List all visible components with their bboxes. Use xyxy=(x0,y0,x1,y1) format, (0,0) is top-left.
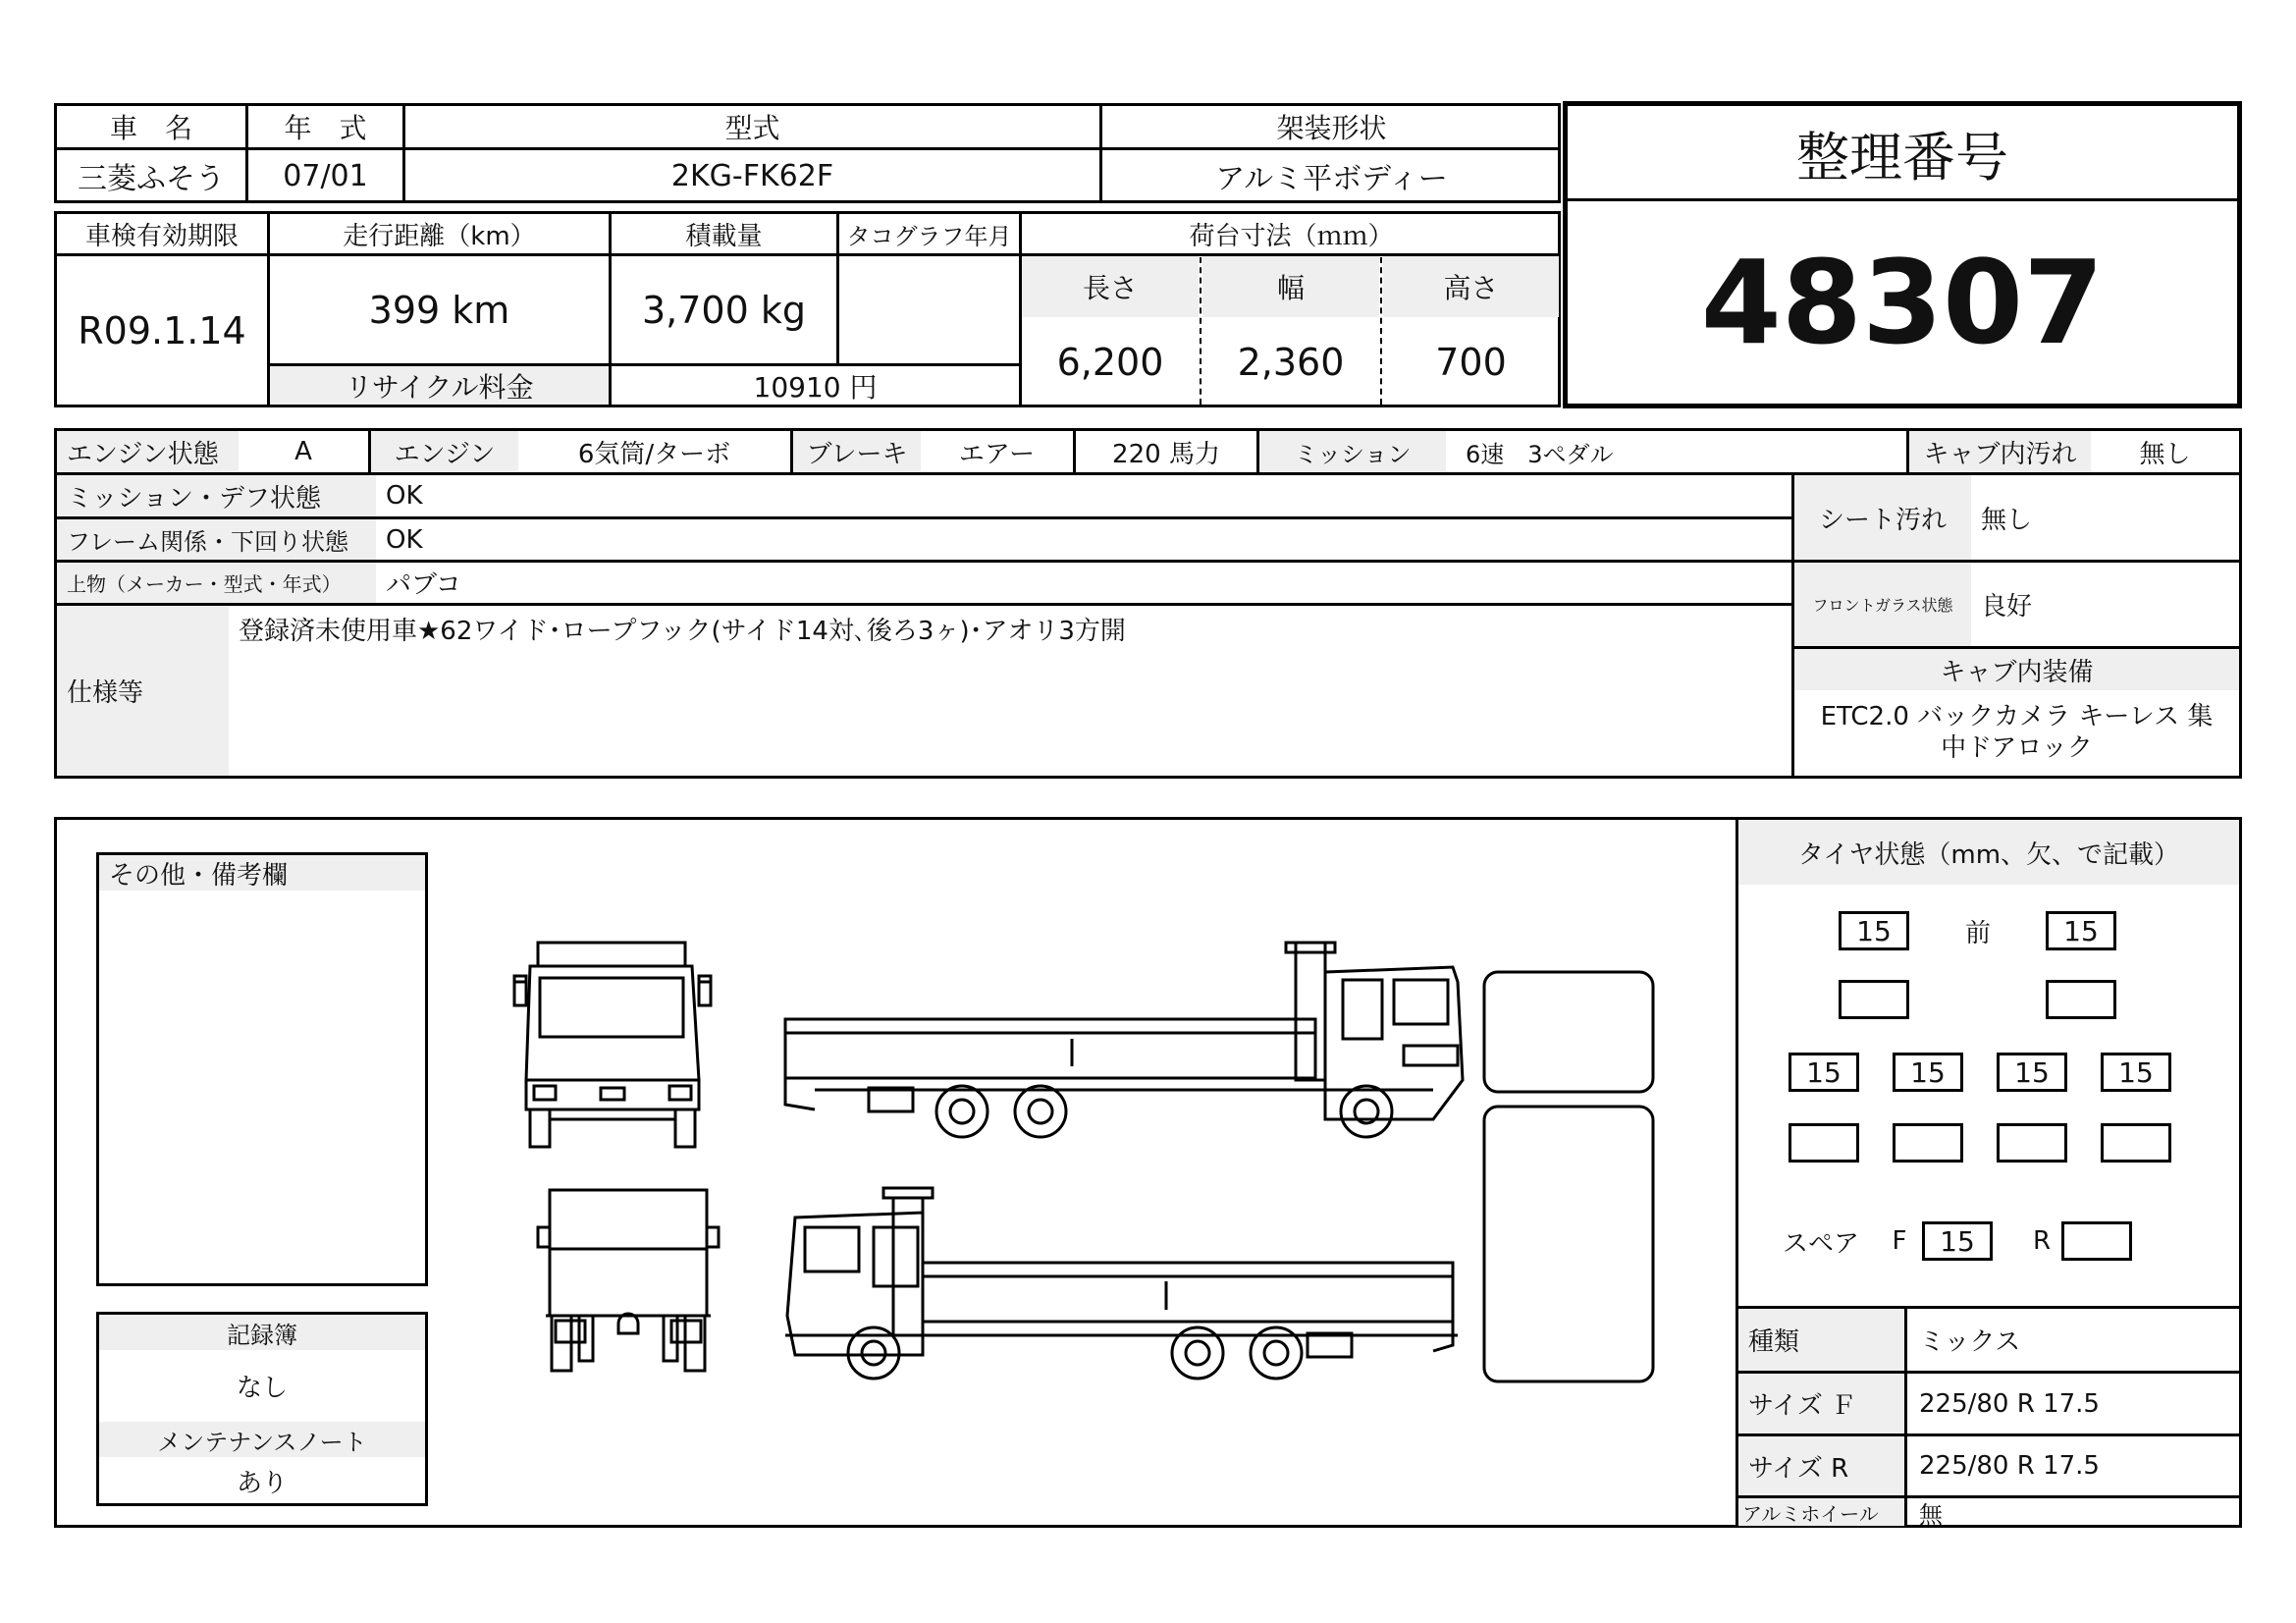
spare-r-value xyxy=(2061,1221,2132,1261)
cab-equipment-line1: ETC2.0 バックカメラ キーレス 集 xyxy=(1820,702,2214,731)
spare-r-label: R xyxy=(2032,1226,2052,1256)
alumi-wheel-label: アルミホイール xyxy=(1738,1498,1904,1526)
windshield-value: 良好 xyxy=(1981,592,2033,622)
body-type-value: アルミ平ボディー xyxy=(1215,162,1448,196)
spare-f-value: 15 xyxy=(1922,1221,1993,1261)
model-label: 型式 xyxy=(724,112,780,144)
alumi-wheel-value: 無 xyxy=(1919,1500,1943,1526)
cab-equipment-value xyxy=(1794,701,2239,776)
cargo-width-value: 2,360 xyxy=(1237,341,1345,384)
truck-side-view-left-icon xyxy=(785,1188,1458,1379)
tire-rear-1-sub xyxy=(1789,1123,1859,1163)
upper-body-value: パブコ xyxy=(386,570,461,600)
vehicle-name: 三菱ふそう xyxy=(78,162,225,196)
mission-value: 6速 3ペダル xyxy=(1466,440,1614,468)
cab-dirt-value: 無し xyxy=(2139,439,2191,469)
remarks-label: その他・備考欄 xyxy=(99,855,425,891)
cab-equipment-line2: 中ドアロック xyxy=(1941,733,2093,763)
reference-number: 48307 xyxy=(1700,235,2105,370)
tire-front-left-sub xyxy=(1839,980,1909,1019)
body-type-label: 架装形状 xyxy=(1276,112,1387,144)
maintenance-note-label: メンテナンスノート xyxy=(99,1422,425,1457)
cab-dirt-label: キャブ内汚れ xyxy=(1909,431,2091,472)
truck-diagram xyxy=(491,923,1669,1394)
truck-rear-view-icon xyxy=(538,1190,719,1371)
cargo-length-value: 6,200 xyxy=(1056,341,1164,384)
cargo-height-value: 700 xyxy=(1435,341,1507,384)
tire-type-label: 種類 xyxy=(1738,1309,1904,1371)
brake-label: ブレーキ xyxy=(793,431,921,472)
cab-top-view-icon xyxy=(1484,972,1653,1092)
upper-body-label: 上物（メーカー・型式・年式） xyxy=(57,563,376,603)
bed-top-view-icon xyxy=(1484,1107,1653,1381)
inspection-expiry-label: 車検有効期限 xyxy=(84,221,239,251)
year-value: 07/01 xyxy=(283,158,368,193)
spare-label: スペア xyxy=(1782,1228,1859,1259)
capacity-label: 積載量 xyxy=(685,221,763,251)
truck-side-view-right-icon xyxy=(785,943,1463,1137)
tire-status-header: タイヤ状態（mm、欠、で記載） xyxy=(1738,820,2239,885)
tire-type-value: ミックス xyxy=(1919,1327,2021,1357)
cargo-height-label: 高さ xyxy=(1383,256,1559,317)
cargo-length-label: 長さ xyxy=(1022,256,1199,317)
truck-front-view-icon xyxy=(514,943,711,1147)
mission-label: ミッション xyxy=(1259,431,1446,472)
spare-f-label: F xyxy=(1892,1226,1907,1256)
seat-dirt-value: 無し xyxy=(1981,505,2033,535)
engine-value: 6気筒/ターボ xyxy=(577,439,731,469)
tire-front-left: 15 xyxy=(1839,911,1909,950)
tire-size-r-label: サイズ R xyxy=(1738,1436,1904,1495)
cab-equipment-label: キャブ内装備 xyxy=(1794,649,2239,690)
capacity-value: 3,700 kg xyxy=(642,288,806,332)
tachograph-label: タコグラフ年月 xyxy=(846,222,1012,250)
cargo-width-label: 幅 xyxy=(1202,256,1379,317)
tire-rear-2-sub xyxy=(1893,1123,1963,1163)
model-value: 2KG-FK62F xyxy=(670,158,834,193)
frame-value: OK xyxy=(386,524,423,555)
tire-size-r-value: 225/80 R 17.5 xyxy=(1919,1451,2100,1481)
brake-value: エアー xyxy=(958,439,1036,469)
tire-front-label: 前 xyxy=(1964,918,1991,948)
horsepower-value: 220 馬力 xyxy=(1112,439,1220,469)
engine-state-label: エンジン状態 xyxy=(57,431,239,472)
seat-dirt-label: シート汚れ xyxy=(1794,475,1971,560)
reference-label: 整理番号 xyxy=(1796,126,2008,189)
mission-diff-value: OK xyxy=(386,481,423,511)
cargo-dimensions-label: 荷台寸法（ｍｍ） xyxy=(1189,221,1394,251)
tire-front-right-sub xyxy=(2046,980,2116,1019)
mileage-value: 399 km xyxy=(368,288,510,332)
tire-rear-3: 15 xyxy=(1997,1053,2067,1092)
windshield-label: フロントガラス状態 xyxy=(1794,563,1971,646)
tire-front-right: 15 xyxy=(2046,911,2116,950)
tire-rear-4-sub xyxy=(2101,1123,2171,1163)
tachograph-value xyxy=(839,256,1019,363)
frame-label: フレーム関係・下回り状態 xyxy=(57,519,376,560)
tire-rear-1: 15 xyxy=(1789,1053,1859,1092)
tire-rear-2: 15 xyxy=(1893,1053,1963,1092)
inspection-expiry: R09.1.14 xyxy=(78,308,246,352)
maintenance-note-value: あり xyxy=(236,1468,288,1498)
remarks-box xyxy=(96,852,428,1286)
year-label: 年 式 xyxy=(284,112,367,144)
recycle-value: 10910 円 xyxy=(753,370,878,404)
tire-rear-4: 15 xyxy=(2101,1053,2171,1092)
engine-state-value: A xyxy=(294,437,312,466)
recycle-label: リサイクル料金 xyxy=(270,366,609,405)
tire-rear-3-sub xyxy=(1997,1123,2067,1163)
mileage-label: 走行距離（km） xyxy=(343,221,536,251)
engine-label: エンジン xyxy=(371,431,518,472)
tire-size-f-value: 225/80 R 17.5 xyxy=(1919,1388,2100,1419)
tire-size-f-label: サイズ Ｆ xyxy=(1738,1374,1904,1434)
mission-diff-label: ミッション・デフ状態 xyxy=(57,475,376,516)
spec-value: 登録済未使用車★62ワイド･ロープフック(サイド14対､後ろ3ヶ)･アオリ3方開 xyxy=(239,617,1126,646)
record-book-value: なし xyxy=(236,1373,288,1403)
record-book-label: 記録簿 xyxy=(99,1315,425,1350)
vehicle-name-label: 車 名 xyxy=(109,112,192,144)
spec-label: 仕様等 xyxy=(57,606,229,776)
